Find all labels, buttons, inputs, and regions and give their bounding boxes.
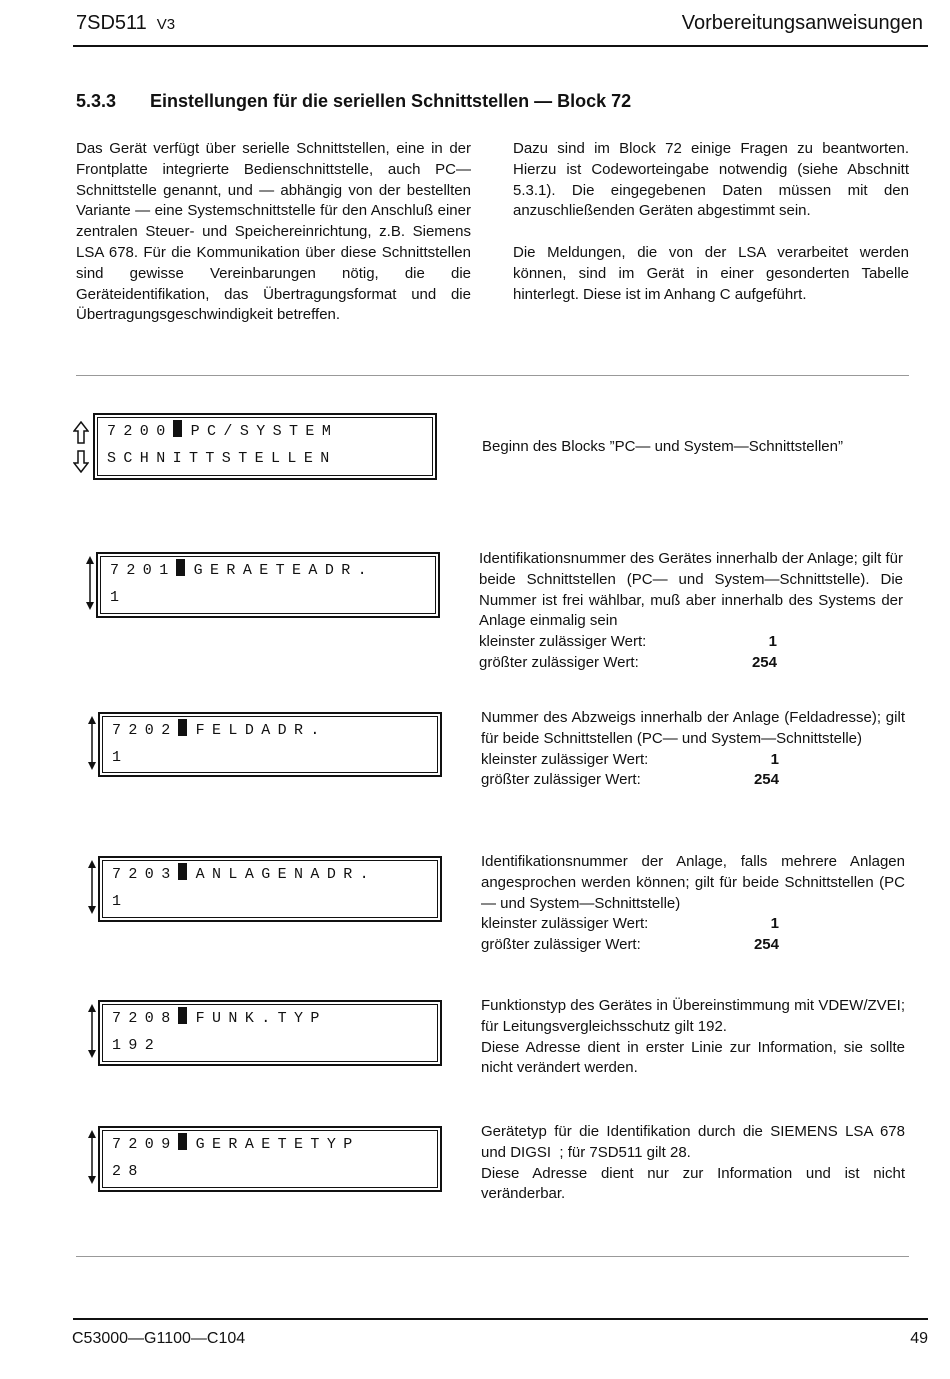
version-label: V3 bbox=[156, 16, 176, 33]
display-line2: 1 bbox=[110, 589, 127, 606]
model-number: 7SD511 bbox=[76, 12, 147, 34]
display-line2: SCHNITTSTELLEN bbox=[107, 450, 337, 467]
display-code: 7201 bbox=[110, 562, 176, 579]
scroll-arrows-icon bbox=[86, 860, 98, 914]
max-value-label: größter zulässiger Wert: bbox=[481, 771, 641, 789]
display-line2: 28 bbox=[112, 1163, 145, 1180]
intro-left-column bbox=[76, 139, 471, 347]
display-code: 7208 bbox=[112, 1010, 178, 1027]
cursor-block bbox=[173, 420, 182, 437]
description-7200 bbox=[482, 437, 906, 458]
display-7203 bbox=[98, 856, 442, 922]
description-7203 bbox=[481, 852, 905, 956]
display-line1: FUNK.TYP bbox=[195, 1010, 327, 1027]
cursor-block bbox=[176, 559, 185, 576]
intro-right-paragraph-2: Die Meldungen, die von der LSA verarbeitet werden können, sind im Gerät in einer gesonderten Tabelle hinterlegt. Diese ist im Anhang C aufgeführt. bbox=[513, 243, 909, 303]
max-value: 254 bbox=[753, 771, 779, 789]
min-value-label: kleinster zulässiger Wert: bbox=[479, 633, 647, 651]
intro-left-paragraph: Das Gerät verfügt über serielle Schnittstellen, eine in der Frontplatte integrierte Bedienschnittstelle, auch PC—Schnittstelle genannt, und — abhängig von der bestellten Variante — eine Systemschnittstelle für den Anschluß einer zentralen Steuer- und Speichereinrichtung, z.B. Siemens LSA 678. Für die Kommunikation über diese Schnittstellen sind gewisse Vereinbarungen nötig, die die Geräteidentifikation, das Übertragungsformat und die Übertragungsgeschwindigkeit betreffen. bbox=[76, 140, 471, 324]
display-7202 bbox=[98, 712, 442, 777]
entry-note: Diese Adresse dient nur zur Information und ist nicht veränderbar. bbox=[481, 1164, 905, 1203]
display-7208 bbox=[98, 1000, 442, 1066]
intro-right-paragraph-1: Dazu sind im Block 72 einige Fragen zu beantworten. Hierzu ist Codeworteingabe notwendig (siehe Abschnitt 5.3.1). Die eingegebenen Daten müssen mit den anzuschließenden Geräten abgestimmt sein. bbox=[513, 140, 909, 220]
scroll-arrows-icon bbox=[86, 1130, 98, 1184]
min-value-label: kleinster zulässiger Wert: bbox=[481, 915, 649, 933]
entry-description: Nummer des Abzweigs innerhalb der Anlage (Feldadresse); gilt für beide Schnittstellen (PC— und System—Schnittstelle) bbox=[481, 709, 905, 747]
max-value-label: größter zulässiger Wert: bbox=[479, 653, 639, 671]
description-7201 bbox=[479, 549, 903, 674]
display-7209 bbox=[98, 1126, 442, 1192]
entry-description: Identifikationsnummer der Anlage, falls mehrere Anlagen angesprochen werden können; gilt für beide Schnittstellen (PC— und System—Schnittstelle) bbox=[481, 853, 905, 912]
page-arrows-icon bbox=[73, 421, 89, 478]
entry-description: Funktionstyp des Gerätes in Übereinstimmung mit VDEW/ZVEI; für Leitungsvergleichsschutz gilt 192. bbox=[481, 997, 905, 1035]
display-code: 7209 bbox=[112, 1136, 178, 1153]
footer-rule bbox=[73, 1318, 928, 1320]
display-line2: 192 bbox=[112, 1037, 162, 1054]
cursor-block bbox=[178, 1007, 187, 1024]
max-value-label: größter zulässiger Wert: bbox=[481, 936, 641, 954]
max-value: 254 bbox=[751, 653, 777, 671]
display-7200 bbox=[93, 413, 437, 480]
display-line1: ANLAGENADR. bbox=[195, 866, 377, 883]
scroll-arrows-icon bbox=[84, 556, 96, 610]
entry-note: Diese Adresse dient in erster Linie zur Information, sie sollte nicht verändert werden. bbox=[481, 1038, 905, 1077]
entry-description: Identifikationsnummer des Gerätes innerhalb der Anlage; gilt für beide Schnittstellen (PC— und System—Schnittstelle). Die Nummer ist frei wählbar, muß aber innerhalb des Systems der Anlage einmalig sein bbox=[479, 550, 903, 630]
display-line2: 1 bbox=[112, 749, 129, 766]
page-number: 49 bbox=[910, 1330, 928, 1347]
scroll-arrows-icon bbox=[86, 716, 98, 770]
entry-description: Beginn des Blocks ”PC— und System—Schnittstellen” bbox=[482, 438, 843, 455]
header-model bbox=[76, 12, 175, 35]
min-value: 1 bbox=[770, 915, 779, 933]
divider-bottom bbox=[76, 1256, 909, 1257]
display-7201 bbox=[96, 552, 440, 618]
display-line1: GERAETEADR. bbox=[193, 562, 375, 579]
cursor-block bbox=[178, 863, 187, 880]
scroll-arrows-icon bbox=[86, 1004, 98, 1058]
description-7209 bbox=[481, 1122, 905, 1205]
max-value: 254 bbox=[753, 936, 779, 954]
intro-right-column bbox=[513, 139, 909, 326]
min-value: 1 bbox=[768, 633, 777, 651]
min-value-label: kleinster zulässiger Wert: bbox=[481, 750, 649, 768]
display-line1: FELDADR. bbox=[195, 722, 327, 739]
description-7202 bbox=[481, 708, 905, 791]
entry-description: Gerätetyp für die Identifikation durch die SIEMENS LSA 678 und DIGSI ; für 7SD511 gilt 28. bbox=[481, 1123, 905, 1161]
display-code: 7200 bbox=[107, 423, 173, 440]
header-section-name: Vorbereitungsanweisungen bbox=[681, 12, 923, 34]
cursor-block bbox=[178, 1133, 187, 1150]
description-7208 bbox=[481, 996, 905, 1079]
section-number: 5.3.3 bbox=[76, 91, 117, 111]
display-line2: 1 bbox=[112, 893, 129, 910]
display-code: 7203 bbox=[112, 866, 178, 883]
divider-top bbox=[76, 375, 909, 376]
cursor-block bbox=[178, 719, 187, 736]
section-title: Einstellungen für die seriellen Schnittstellen — Block 72 bbox=[150, 91, 632, 111]
min-value: 1 bbox=[770, 750, 779, 768]
header-rule bbox=[73, 45, 928, 47]
display-line1: GERAETETYP bbox=[195, 1136, 360, 1153]
display-code: 7202 bbox=[112, 722, 178, 739]
display-line1: PC/SYSTEM bbox=[190, 423, 339, 440]
document-number: C53000—G1100—C104 bbox=[72, 1330, 246, 1347]
